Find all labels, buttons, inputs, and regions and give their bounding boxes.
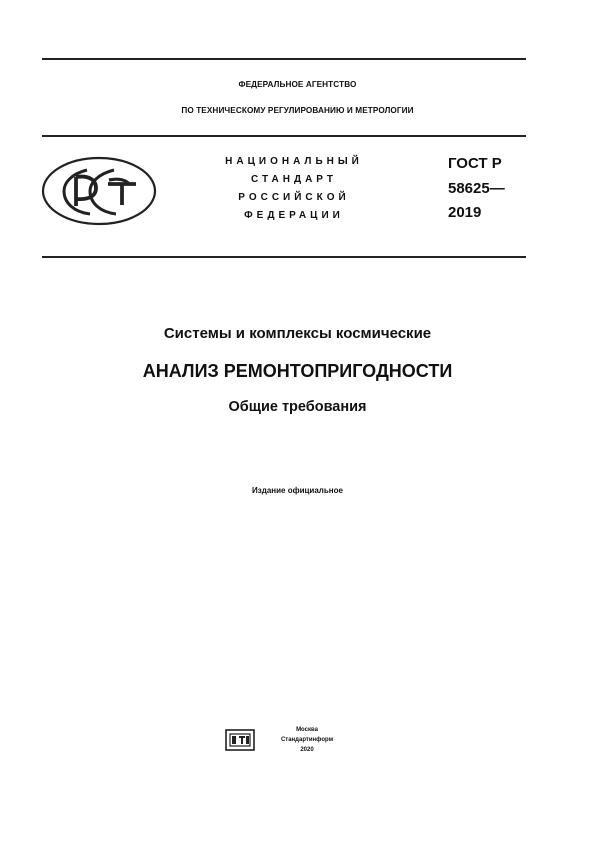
document-subtitle: Общие требования [228,399,367,415]
rst-emblem-icon [40,156,158,226]
national-standard-line-4: ФЕДЕРАЦИИ [244,210,344,221]
header-divider-rule [42,135,526,137]
standartinform-logo-icon [222,726,258,754]
agency-line-2: ПО ТЕХНИЧЕСКОМУ РЕГУЛИРОВАНИЮ И МЕТРОЛОГИИ [181,106,414,115]
publisher-year: 2020 [300,747,314,753]
national-standard-line-1: НАЦИОНАЛЬНЫЙ [225,156,363,167]
gost-number-line-2: 58625— [448,180,505,197]
top-rule [42,58,526,60]
document-main-title: АНАЛИЗ РЕМОНТОПРИГОДНОСТИ [142,361,453,381]
gost-number-line-1: ГОСТ Р [448,155,502,172]
agency-line-1: ФЕДЕРАЛЬНОЕ АГЕНТСТВО [238,80,357,89]
national-standard-line-3: РОССИЙСКОЙ [238,192,350,203]
standard-divider-rule [42,256,526,258]
gost-number-line-3: 2019 [448,204,482,221]
publisher-name: Стандартинформ [280,737,334,743]
publisher-city: Москва [296,727,318,733]
edition-note: Издание официальное [252,486,343,495]
document-subject-line: Системы и комплексы космические [163,325,432,342]
national-standard-line-2: СТАНДАРТ [251,174,337,185]
